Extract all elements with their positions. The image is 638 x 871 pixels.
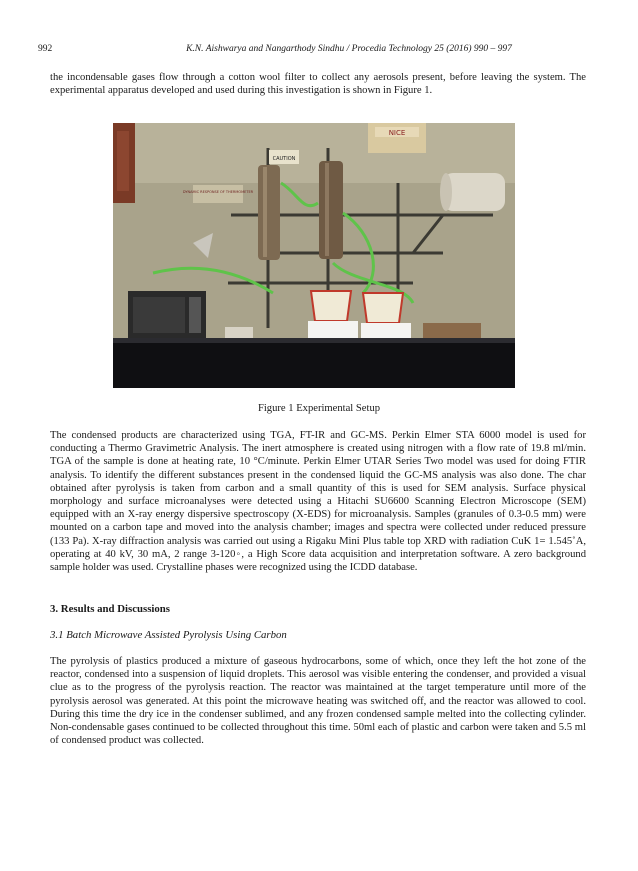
photo-illustration <box>113 123 515 388</box>
intro-paragraph: the incondensable gases flow through a cotton wool filter to collect any aerosols present, before leaving the system. The experimental apparatus developed and used during this investigation is shown in Figure 1. <box>50 72 586 97</box>
figure-caption: Figure 1 Experimental Setup <box>257 403 381 414</box>
caution-tag-text: CAUTION <box>272 156 296 162</box>
thermometer-label: DYNAMIC RESPONSE OF THERMOMETER <box>182 190 254 194</box>
nice-sign-text: NICE <box>388 129 406 137</box>
experimental-setup-photo <box>113 123 515 388</box>
running-header <box>38 44 600 58</box>
results-paragraph: The pyrolysis of plastics produced a mixture of gaseous hydrocarbons, some of which, once they left the hot zone of the reactor, condensed into a suspension of liquid droplets. This aerosol was visible entering the condenser, and provided a visual clue as to the progress of the pyrolysis reaction. The reactor was maintained at the target temperature until more of the pyrolysis aerosol was generated. At this point the microwave heating was switched off, and the reactor was allowed to cool. During this time the dry ice in the condenser sublimed, and any frozen condensed sample melted into the collecting cylinder. Non-condensable gases continued to be collected throughout this time. 50ml each of plastic and carbon were taken and 5.5 ml of condensed product was collected. <box>50 656 586 747</box>
methods-paragraph: The condensed products are characterized using TGA, FT-IR and GC-MS. Perkin Elmer STA 6000 model is used for conducting a Thermo Gravimetric Analysis. The inert atmosphere is created using nitrogen with a flow rate of 19.8 ml/min. TGA of the sample is done at heating rate, 10 °C/minute. Perkin Elmer UTAR Series Two model was used for doing FTIR analysis. To identify the different substances present in the condensed liquid the GC-MS analysis was also done. The char obtained after pyrolysis is taken from carbon and a small quantity of this is used for SEM analysis. Surface physical morphology and surface microanalyses were detected using a Hitachi SU6600 Scanning Electron Microscope (SEM) equipped with an X-ray energy dispersive spectroscopy (X-EDS) for microanalysis. Samples (granules of 0.3-0.5 mm) were mounted on a carbon tape and moved into the analysis chamber; images and spectra were collected under reduced pressure (133 Pa). X-ray diffraction analysis was carried out using a Rigaku Mini Plus table top XRD with radiation CuK 1= 1.545˚A, operating at 40 kV, 30 mA, 2 range 3-120◦, a High Score data acquisition and interpretation software. A zero background sample holder was used. Crystalline phases were recognized using the ICDD database. <box>50 430 586 574</box>
page-number: 992 <box>38 44 53 54</box>
section-heading: 3. Results and Discussions <box>50 603 170 615</box>
running-head: K.N. Aishwarya and Nangarthody Sindhu / Procedia Technology 25 (2016) 990 – 997 <box>186 44 512 54</box>
subsection-heading: 3.1 Batch Microwave Assisted Pyrolysis Using Carbon <box>50 629 287 641</box>
